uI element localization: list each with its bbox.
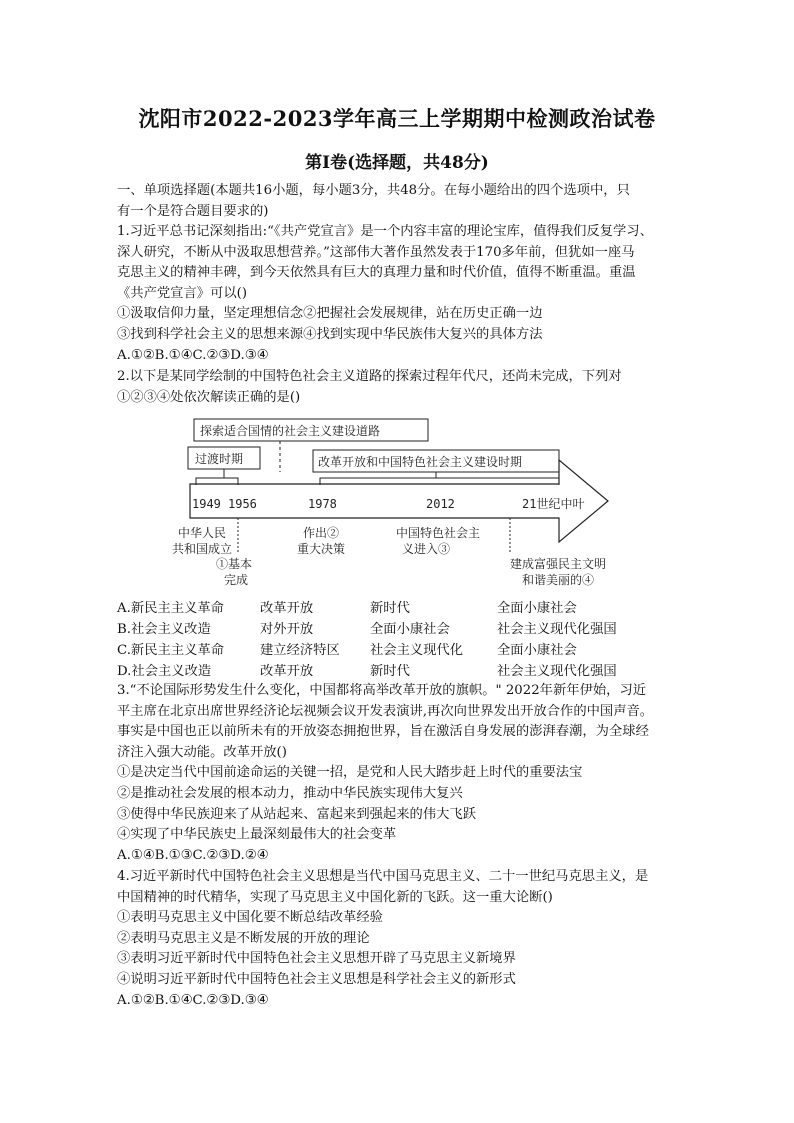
q1-stem-line: 深人研究，不断从中汲取思想营养。”这部伟大著作虽然发表于170多年前，但犹如一座马 <box>117 244 635 260</box>
question-3 <box>117 681 692 866</box>
q2-option-a <box>117 597 677 617</box>
q4-item: ③表明习近平新时代中国特色社会主义思想开辟了马克思主义新境界 <box>117 951 516 967</box>
q1-item: ③找到科学社会主义的思想来源④找到实现中华民族伟大复兴的具体方法 <box>117 326 543 342</box>
option-cell: 社会主义现代化强国 <box>497 664 617 679</box>
year-1949: 1949 <box>192 497 221 511</box>
q3-stem-line: 3.“不论国际形势发生什么变化，中国都将高举改革开放的旗帜。" 2022年新年伊始，习近 <box>117 683 647 698</box>
label-founding-1: 中华人民 <box>178 526 227 540</box>
intro-line: 有一个是符合题目要求的) <box>117 203 269 219</box>
q1-answer-line: A.①②B.①④C.②③D.③④ <box>117 347 269 363</box>
label-newera-2: 义进入③ <box>402 542 451 556</box>
section-title: 第I卷(选择题，共48分) <box>305 153 489 173</box>
q3-item: ②是推动社会发展的根本动力，推动中华民族实现伟大复兴 <box>117 785 463 801</box>
timeline-diagram <box>170 414 620 594</box>
q1-item: ①汲取信仰力量，坚定理想信念②把握社会发展规律，站在历史正确一边 <box>117 306 543 322</box>
q1-stem-line: 1.习近平总书记深刻指出:“《共产党宣言》是一个内容丰富的理论宝库，值得我们反复学习、 <box>117 224 653 239</box>
option-cell: D.社会主义改造 <box>117 664 212 679</box>
q2-option-c <box>117 639 677 659</box>
year-1956: 1956 <box>228 497 257 511</box>
option-cell: 社会主义现代化强国 <box>497 622 617 637</box>
q3-item: ①是决定当代中国前途命运的关键一招，是党和人民大踏步赶上时代的重要法宝 <box>117 765 583 781</box>
option-cell: A.新民主主义革命 <box>117 601 224 616</box>
q2-stem-line: ①②③④处依次解读正确的是() <box>117 389 301 405</box>
label-founding-2: 共和国成立 <box>172 542 233 556</box>
option-cell: 改革开放 <box>260 601 314 616</box>
q3-stem-line: 事实是中国也正以前所未有的开放姿态拥抱世界，旨在激活自身发展的澎湃春潮，为全球经 <box>117 724 649 740</box>
option-cell: C.新民主主义革命 <box>117 643 225 658</box>
label-basic-1: ①基本 <box>216 557 253 571</box>
question-1 <box>117 222 692 366</box>
transition-box-label: 过渡时期 <box>195 452 244 466</box>
q4-answer-line: A.①②B.①④C.②③D.③④ <box>117 992 269 1008</box>
section-intro <box>117 181 692 222</box>
q3-stem-line: 济注入强大动能。改革开放() <box>117 744 287 760</box>
option-cell: 社会主义现代化 <box>370 643 464 658</box>
q1-stem-line: 《共产党宣言》可以() <box>117 285 248 301</box>
label-goal-1: 建成富强民主文明 <box>510 557 607 571</box>
option-cell: 改革开放 <box>260 664 314 679</box>
option-cell: 对外开放 <box>260 622 314 637</box>
label-decision-2: 重大决策 <box>297 542 346 556</box>
page-title: 沈阳市2022-2023学年高三上学期期中检测政治试卷 <box>138 106 656 131</box>
option-cell: 建立经济特区 <box>260 643 340 658</box>
option-cell: 新时代 <box>370 601 410 616</box>
q4-item: ④说明习近平新时代中国特色社会主义思想是科学社会主义的新形式 <box>117 971 516 987</box>
q4-stem-line: 中国精神的时代精华，实现了马克思主义中国化新的飞跃。这一重大论断() <box>117 889 553 905</box>
question-2 <box>117 367 692 408</box>
label-decision-1: 作出② <box>303 526 340 540</box>
q3-item: ③使得中华民族迎来了从站起来、富起来到强起来的伟大飞跃 <box>117 806 477 822</box>
year-mid-century: 21世纪中叶 <box>522 497 585 511</box>
q2-option-b <box>117 618 677 638</box>
year-2012: 2012 <box>426 497 455 511</box>
q3-item: ④实现了中华民族史上最深刻最伟大的社会变革 <box>117 827 397 843</box>
intro-line: 一、单项选择题(本题共16小题，每小题3分，共48分。在每小题给出的四个选项中，只 <box>117 183 630 198</box>
option-cell: 全面小康社会 <box>497 601 577 616</box>
label-newera-1: 中国特色社会主 <box>396 526 481 540</box>
question-4 <box>117 867 692 1011</box>
option-cell: 新时代 <box>370 664 410 679</box>
q4-item: ①表明马克思主义中国化要不断总结改革经验 <box>117 910 383 926</box>
label-basic-2: 完成 <box>224 573 249 587</box>
q3-answer-line: A.①④B.①③C.②③D.②④ <box>117 847 269 863</box>
option-cell: 全面小康社会 <box>497 643 577 658</box>
option-cell: B.社会主义改造 <box>117 622 211 637</box>
top-box-label: 探索适合国情的社会主义建设道路 <box>200 424 381 438</box>
reform-box-label: 改革开放和中国特色社会主义建设时期 <box>318 455 523 469</box>
option-cell: 全面小康社会 <box>370 622 450 637</box>
q1-stem-line: 克思主义的精神丰碑，到今天依然具有巨大的真理力量和时代价值，值得不断重温。重温 <box>117 265 636 281</box>
year-1978: 1978 <box>308 497 337 511</box>
q4-item: ②表明马克思主义是不断发展的开放的理论 <box>117 930 370 946</box>
q2-stem-line: 2.以下是某同学绘制的中国特色社会主义道路的探索过程年代尺，还尚未完成，下列对 <box>117 369 622 384</box>
q3-stem-line: 平主席在北京出席世界经济论坛视频会议开发表演讲,再次向世界发出开放合作的中国声音。 <box>117 703 654 719</box>
q2-option-d <box>117 660 677 680</box>
q4-stem-line: 4.习近平新时代中国特色社会主义思想是当代中国马克思主义、二十一世纪马克思主义，是 <box>117 869 649 884</box>
label-goal-2: 和谐美丽的④ <box>522 573 595 587</box>
